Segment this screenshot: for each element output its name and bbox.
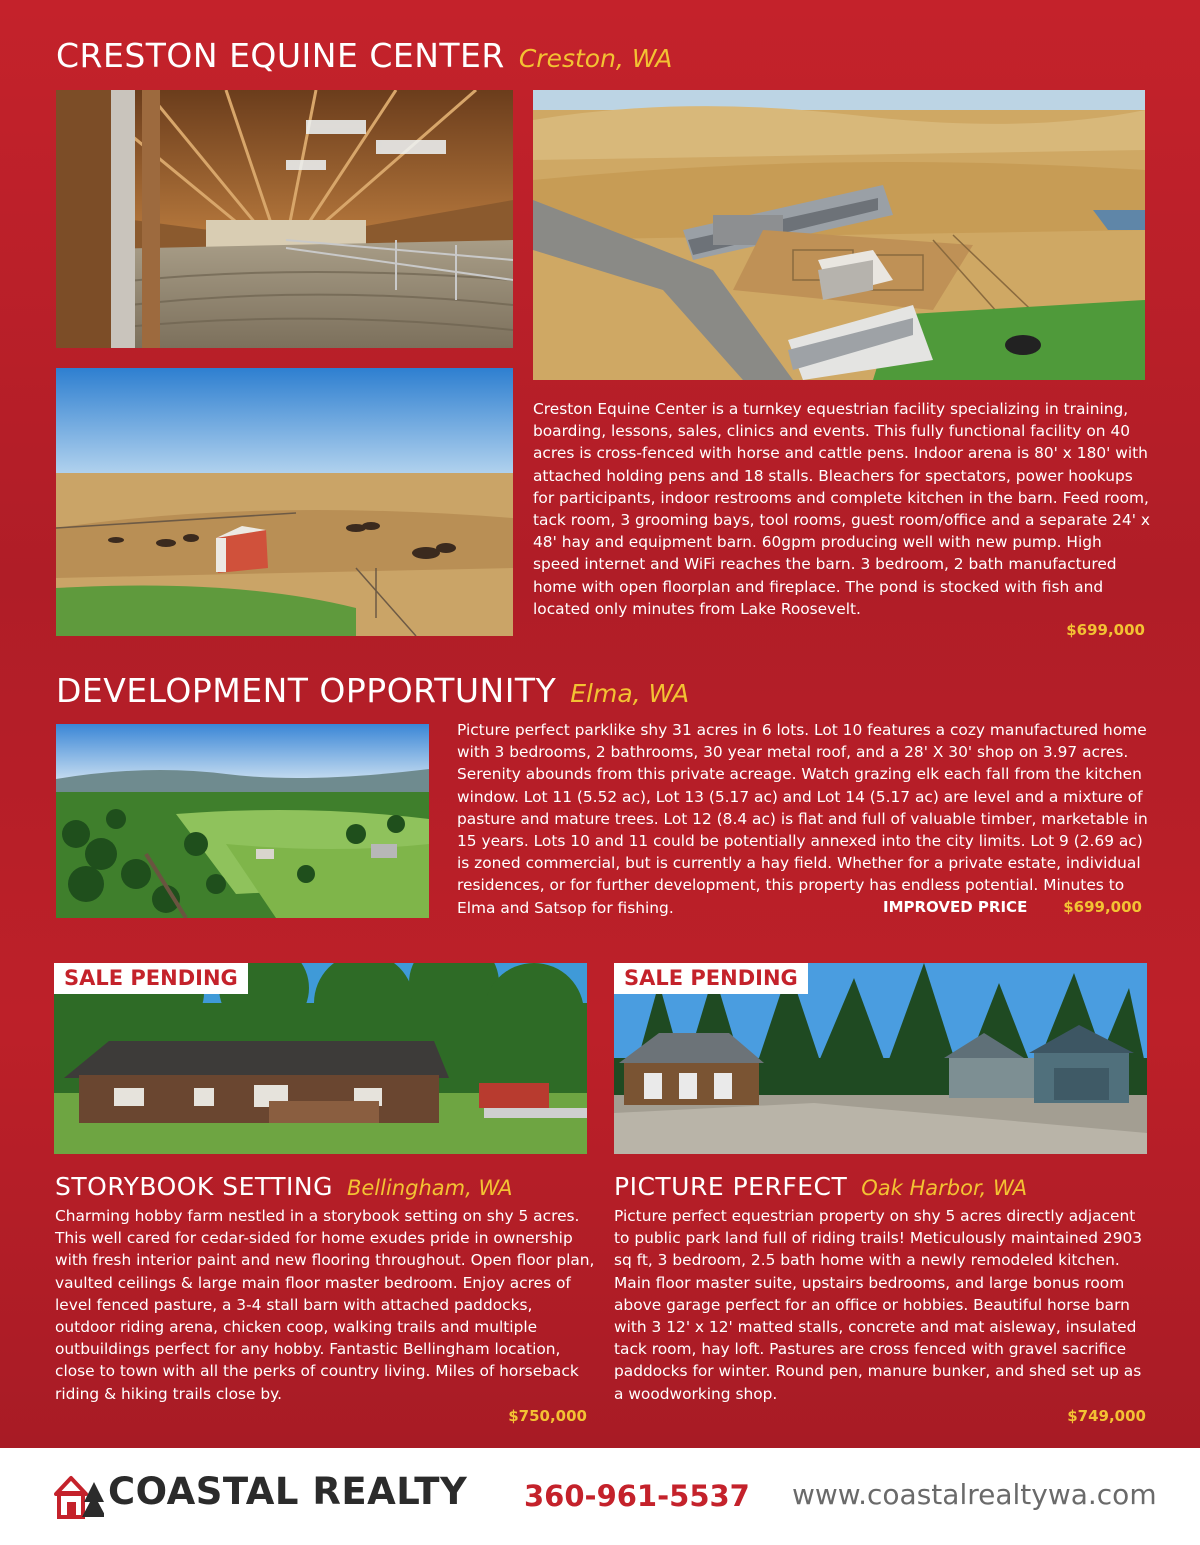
- website-link[interactable]: www.coastalrealtywa.com: [792, 1478, 1157, 1511]
- listing-price: $699,000: [1063, 898, 1142, 916]
- listing-title: CRESTON EQUINE CENTER: [56, 36, 505, 75]
- aerial-ranch-photo: [533, 90, 1145, 380]
- cedar-home-photo: [54, 963, 587, 1154]
- listing-heading: [614, 1172, 1027, 1201]
- sale-pending-badge: SALE PENDING: [54, 963, 248, 994]
- coastal-realty-logo-icon: [54, 1472, 104, 1520]
- brand-name: COASTAL REALTY: [108, 1470, 468, 1513]
- improved-price-label: IMPROVED PRICE: [883, 898, 1028, 916]
- indoor-arena-photo: [56, 90, 513, 348]
- listing-location: Oak Harbor, WA: [861, 1176, 1028, 1200]
- pasture-horses-photo: [56, 368, 513, 636]
- footer: [0, 1448, 1200, 1545]
- listing-description: Charming hobby farm nestled in a storybook setting on shy 5 acres. This well cared for cedar-sided for home exudes pride in ownership with fresh interior paint and new flooring throughout. Open floor plan, vaulted ceilings & large main floor master bedroom. Enjoy acres of level fenced pasture, a 3-4 stall barn with attached paddocks, outdoor riding arena, chicken coop, walking trails and multiple outbuildings perfect for any hobby. Fantastic Bellingham location, close to town with all the perks of country living. Miles of horseback riding & hiking trails close by.: [55, 1207, 595, 1403]
- listing-description: Creston Equine Center is a turnkey equestrian facility specializing in training, boarding, lessons, sales, clinics and events. This fully functional facility on 40 acres is cross-fenced with horse and cattle pens. Indoor arena is 80' x 180' with attached holding pens and 18 stalls. Bleachers for spectators, power hookups for participants, indoor restrooms and complete kitchen in the barn. Feed room, tack room, 3 grooming bays, tool rooms, guest room/office and a separate 24' x 48' hay and equipment barn. 60gpm producing well with new pump. High speed internet and WiFi reaches the barn. 3 bedroom, 2 bath manufactured home with open floorplan and fireplace. The pond is stocked with fish and located only minutes from Lake Roosevelt.: [533, 400, 1150, 618]
- horse-barn-home-photo: [614, 963, 1147, 1154]
- listing-heading: [56, 36, 672, 75]
- listing-description: Picture perfect equestrian property on shy 5 acres directly adjacent to public park land full of riding trails! Meticulously maintained 2903 sq ft, 3 bedroom, 2.5 bath home with a newly remodeled kitchen. Main floor master suite, upstairs bedrooms, and large bonus room above garage perfect for an office or hobbies. Beautiful horse barn with 3 12' x 12' matted stalls, concrete and mat aisleway, insulated tack room, hay loft. Pastures are cross fenced with gravel sacrifice paddocks for winter. Round pen, manure bunker, and shed set up as a woodworking shop.: [614, 1207, 1143, 1403]
- listing-price: $750,000: [508, 1407, 587, 1425]
- listing-location: Elma, WA: [570, 679, 690, 708]
- listing-title: STORYBOOK SETTING: [55, 1172, 333, 1201]
- listing-heading: [55, 1172, 513, 1201]
- sale-pending-badge: SALE PENDING: [614, 963, 808, 994]
- listing-title: PICTURE PERFECT: [614, 1172, 848, 1201]
- listing-location: Bellingham, WA: [346, 1176, 513, 1200]
- listing-price: $699,000: [1066, 621, 1145, 639]
- listing-price: $749,000: [1067, 1407, 1146, 1425]
- phone-number[interactable]: 360-961-5537: [524, 1479, 750, 1513]
- listing-description: Picture perfect parklike shy 31 acres in 6 lots. Lot 10 features a cozy manufactured home with 3 bedrooms, 2 bathrooms, 30 year metal roof, and a 28' X 30' shop on 3.97 acres. Serenity abounds from this private acreage. Watch grazing elk each fall from the kitchen window. Lot 11 (5.52 ac), Lot 13 (5.17 ac) and Lot 14 (5.17 ac) are level and a mixture of pasture and mature trees. Lot 12 (8.4 ac) is flat and full of valuable timber, marketable in 15 years. Lots 10 and 11 could be potentially annexed into the city limits. Lot 9 (2.69 ac) is zoned commercial, but is currently a hay field. Whether for a private estate, individual residences, or for further development, this property has endless potential. Minutes to Elma and Satsop for fishing.: [457, 721, 1148, 917]
- listing-location: Creston, WA: [518, 44, 673, 73]
- parkland-aerial-photo: [56, 724, 429, 918]
- listing-title: DEVELOPMENT OPPORTUNITY: [56, 671, 557, 710]
- listing-heading: [56, 671, 689, 710]
